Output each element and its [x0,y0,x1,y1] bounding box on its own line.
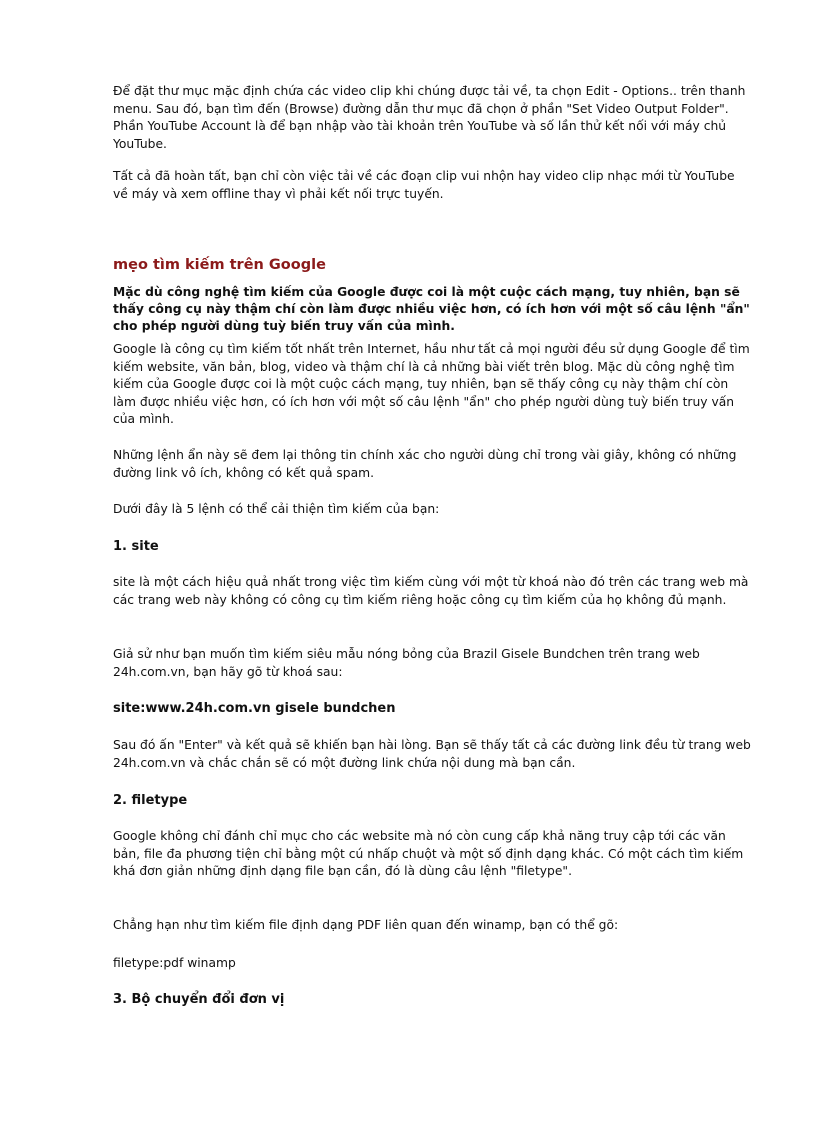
subheading-site: 1. site [113,539,159,554]
subheading-unit-converter: 3. Bộ chuyển đổi đơn vị [113,992,285,1007]
command-site-example: site:www.24h.com.vn gisele bundchen [113,701,396,716]
subheading-filetype: 2. filetype [113,793,188,808]
paragraph-site-example: Giả sử như bạn muốn tìm kiếm siêu mẫu nóng bỏng của Brazil Gisele Bundchen trên trang web 24h.com.vn, bạn hãy gõ từ khoá sau: [113,647,700,679]
paragraph-google-intro: Google là công cụ tìm kiếm tốt nhất trên Internet, hầu như tất cả mọi người đều sử dụng Google để tìm kiếm website, văn bản, blog, video và thậm chí là cả những bài viết trên blog. Mặc dù công nghệ tìm kiếm của Google được coi là một cuộc cách mạng, tuy nhiên, bạn sẽ thấy công cụ này thậm chí còn làm được nhiều việc hơn, có ích hơn với một số câu lệnh "ẩn" cho phép người dùng tuỳ biến truy vấn của mình. [113,342,750,427]
section-heading: mẹo tìm kiếm trên Google [113,257,326,273]
paragraph-filetype-desc: Google không chỉ đánh chỉ mục cho các website mà nó còn cung cấp khả năng truy cập tới các văn bản, file đa phương tiện chỉ bằng một cú nhấp chuột và một số định dạng khác. Có một cách tìm kiếm khá đơn giản những định dạng file bạn cần, đó là dùng câu lệnh "filetype". [113,829,744,879]
lead-paragraph: Mặc dù công nghệ tìm kiếm của Google được coi là một cuộc cách mạng, tuy nhiên, bạn sẽ thấy công cụ này thậm chí còn làm được nhiều việc hơn, có ích hơn với một số câu lệnh "ẩn" cho phép người dùng tuỳ biến truy vấn của mình. [113,285,750,333]
paragraph-site-result: Sau đó ấn "Enter" và kết quả sẽ khiến bạn hài lòng. Bạn sẽ thấy tất cả các đường link đều từ trang web 24h.com.vn và chắc chắn sẽ có một đường link chứa nội dung mà bạn cần. [113,738,751,770]
command-filetype-example: filetype:pdf winamp [113,956,236,970]
paragraph-five-commands: Dưới đây là 5 lệnh có thể cải thiện tìm kiếm của bạn: [113,502,440,516]
paragraph-filetype-example: Chẳng hạn như tìm kiếm file định dạng PDF liên quan đến winamp, bạn có thể gõ: [113,918,619,932]
paragraph-site-desc: site là một cách hiệu quả nhất trong việc tìm kiếm cùng với một từ khoá nào đó trên các trang web mà các trang web này không có công cụ tìm kiếm riêng hoặc công cụ tìm kiếm của họ không đủ mạnh. [113,575,749,607]
paragraph-hidden-commands: Những lệnh ẩn này sẽ đem lại thông tin chính xác cho người dùng chỉ trong vài giây, không có những đường link vô ích, không có kết quả spam. [113,448,737,480]
paragraph-output-folder: Để đặt thư mục mặc định chứa các video clip khi chúng được tải về, ta chọn Edit - Options.. trên thanh menu. Sau đó, bạn tìm đến (Browse) đường dẫn thư mục đã chọn ở phần "Set Video Output Folder". Phần YouTube Account là để bạn nhập vào tài khoản trên YouTube và số lần thử kết nối với máy chủ YouTube. [113,84,746,151]
paragraph-all-done: Tất cả đã hoàn tất, bạn chỉ còn việc tải về các đoạn clip vui nhộn hay video clip nhạc mới từ YouTube về máy và xem offline thay vì phải kết nối trực tuyến. [113,169,735,201]
